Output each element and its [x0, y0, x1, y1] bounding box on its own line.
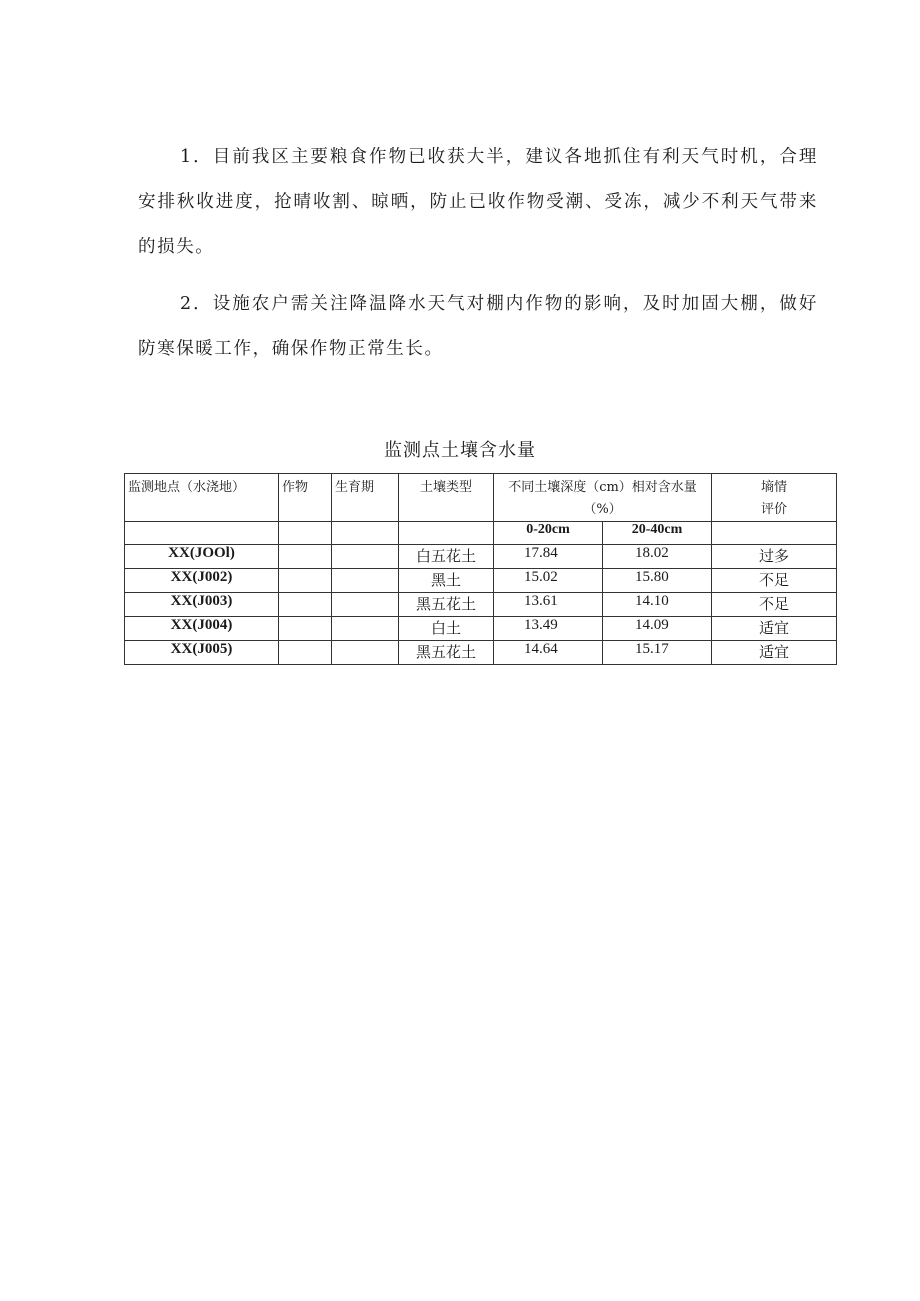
subheader-empty-eval [712, 522, 837, 545]
subheader-empty-site [125, 522, 279, 545]
cell-depth-2: 15.80 [603, 569, 712, 593]
cell-depth-2: 15.17 [603, 641, 712, 665]
cell-stage [332, 545, 399, 569]
table-row [125, 641, 837, 665]
cell-site: XX(J004) [125, 617, 279, 641]
cell-site: XX(JOOl) [125, 545, 279, 569]
cell-evaluation: 过多 [712, 545, 837, 569]
cell-stage [332, 617, 399, 641]
subheader-row [125, 522, 837, 545]
cell-depth-1: 13.49 [494, 617, 603, 641]
soil-moisture-table [124, 473, 837, 665]
cell-soil-type: 白五花土 [399, 545, 494, 569]
cell-crop [279, 545, 332, 569]
cell-site: XX(J003) [125, 593, 279, 617]
table-title: 监测点土壤含水量 [384, 440, 536, 461]
cell-crop [279, 641, 332, 665]
cell-crop [279, 593, 332, 617]
subheader-empty-soil [399, 522, 494, 545]
advice-paragraph-1: 1．目前我区主要粮食作物已收获大半，建议各地抓住有利天气时机，合理安排秋收进度，抢晴收割、晾晒，防止已收作物受潮、受冻，减少不利天气带来的损失。 [138, 147, 818, 257]
header-evaluation-line1: 墒情 [760, 480, 787, 495]
header-moisture: 不同土壤深度（cm）相对含水量（%） [494, 474, 712, 522]
cell-site: XX(J002) [125, 569, 279, 593]
cell-soil-type: 黑土 [399, 569, 494, 593]
header-soil-type: 土壤类型 [399, 474, 494, 522]
subheader-empty-crop [279, 522, 332, 545]
header-crop: 作物 [279, 474, 332, 522]
header-evaluation [712, 474, 837, 522]
table-row [125, 545, 837, 569]
header-stage: 生育期 [332, 474, 399, 522]
subheader-depth-1: 0-20cm [494, 522, 603, 545]
cell-stage [332, 569, 399, 593]
cell-evaluation: 不足 [712, 593, 837, 617]
cell-depth-2: 14.09 [603, 617, 712, 641]
table-row [125, 569, 837, 593]
advice-paragraph-2: 2．设施农户需关注降温降水天气对棚内作物的影响，及时加固大棚，做好防寒保暖工作，确保作物正常生长。 [138, 294, 818, 359]
cell-stage [332, 641, 399, 665]
cell-evaluation: 不足 [712, 569, 837, 593]
subheader-depth-2: 20-40cm [603, 522, 712, 545]
cell-soil-type: 黑五花土 [399, 593, 494, 617]
cell-crop [279, 569, 332, 593]
cell-depth-1: 15.02 [494, 569, 603, 593]
header-site: 监测地点（水浇地） [125, 474, 279, 522]
cell-soil-type: 黑五花土 [399, 641, 494, 665]
cell-soil-type: 白土 [399, 617, 494, 641]
table-row [125, 617, 837, 641]
cell-depth-1: 14.64 [494, 641, 603, 665]
table-row [125, 593, 837, 617]
cell-crop [279, 617, 332, 641]
cell-depth-2: 18.02 [603, 545, 712, 569]
header-evaluation-line2: 评价 [760, 502, 787, 517]
cell-evaluation: 适宜 [712, 617, 837, 641]
cell-stage [332, 593, 399, 617]
subheader-empty-stage [332, 522, 399, 545]
cell-evaluation: 适宜 [712, 641, 837, 665]
cell-depth-1: 13.61 [494, 593, 603, 617]
cell-depth-2: 14.10 [603, 593, 712, 617]
cell-depth-1: 17.84 [494, 545, 603, 569]
cell-site: XX(J005) [125, 641, 279, 665]
